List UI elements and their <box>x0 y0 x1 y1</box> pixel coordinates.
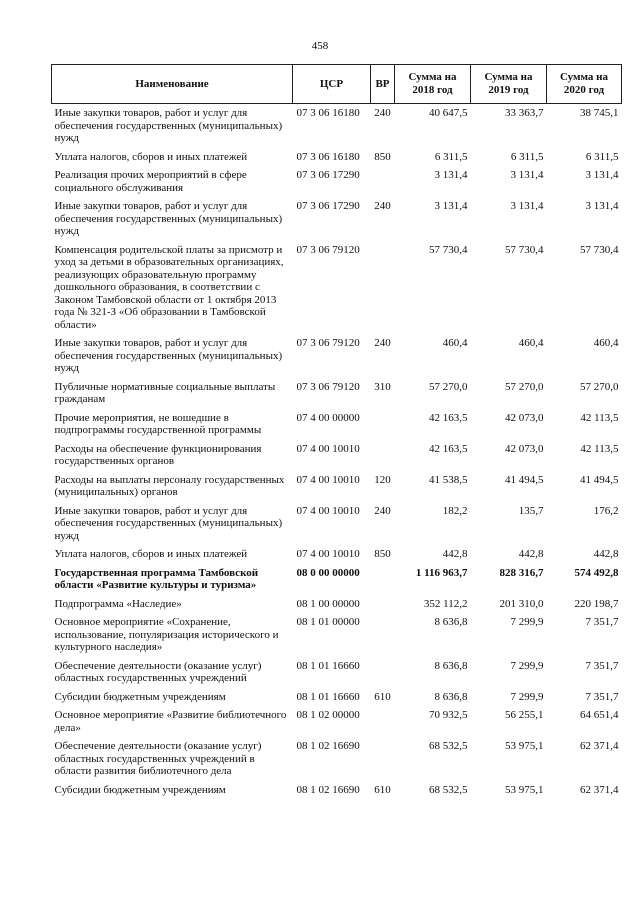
header-2018: Сумма на 2018 год <box>395 65 471 104</box>
table-row <box>52 241 622 335</box>
row-vr: 610 <box>374 690 391 703</box>
row-vr: 610 <box>374 783 391 796</box>
row-name: Иные закупки товаров, работ и услуг для обеспечения государственных (муниципальных) нужд <box>54 337 283 374</box>
row-2020: 7 351,7 <box>585 659 619 672</box>
table-row <box>52 595 622 614</box>
row-2020: 176,2 <box>593 504 619 517</box>
row-csr: 07 3 06 79120 <box>296 337 360 349</box>
row-2019: 57 730,4 <box>505 243 544 256</box>
row-2018: 8 636,8 <box>434 616 468 628</box>
row-name: Прочие мероприятия, не вошедшие в подпрограммы государственной программы <box>54 411 262 436</box>
table-row <box>52 166 622 197</box>
table-body <box>52 104 622 800</box>
row-name: Расходы на обеспечение функционирования государственных органов <box>54 442 262 467</box>
row-2018: 42 163,5 <box>429 411 468 424</box>
table-row <box>52 781 622 800</box>
row-2020: 38 745,1 <box>580 107 619 119</box>
row-vr <box>371 613 395 657</box>
row-vr: 850 <box>374 548 391 560</box>
row-name: Иные закупки товаров, работ и услуг для обеспечения государственных (муниципальных) нужд <box>54 107 283 144</box>
table-row <box>52 545 622 564</box>
row-2018: 3 131,4 <box>434 200 468 212</box>
table-row <box>52 502 622 546</box>
row-2019: 7 299,9 <box>510 690 544 703</box>
row-2020: 442,8 <box>593 548 619 560</box>
row-csr: 07 3 06 16180 <box>296 150 360 163</box>
row-2020: 6 311,5 <box>585 150 619 163</box>
row-2018: 460,4 <box>442 337 468 349</box>
row-vr: 120 <box>374 473 391 486</box>
row-csr: 07 3 06 17290 <box>296 169 360 181</box>
row-vr: 240 <box>374 337 391 349</box>
header-csr: ЦСР <box>293 65 371 104</box>
row-2020: 220 198,7 <box>574 597 619 610</box>
row-csr: 08 1 02 00000 <box>296 709 360 721</box>
row-csr: 08 1 00 00000 <box>296 597 360 610</box>
row-2018: 57 270,0 <box>429 380 468 393</box>
row-2019: 41 494,5 <box>505 473 544 486</box>
row-csr: 07 4 00 10010 <box>296 548 360 560</box>
row-name: Расходы на выплаты персоналу государственных (муниципальных) органов <box>54 473 285 498</box>
header-2019: Сумма на 2019 год <box>471 65 547 104</box>
row-2019: 460,4 <box>518 337 544 349</box>
row-csr: 07 3 06 17290 <box>296 200 360 212</box>
row-2020: 62 371,4 <box>580 740 619 752</box>
row-2018: 41 538,5 <box>429 473 468 486</box>
table-row <box>52 564 622 595</box>
row-name: Субсидии бюджетным учреждениям <box>54 783 226 796</box>
row-name: Иные закупки товаров, работ и услуг для обеспечения государственных (муниципальных) нужд <box>54 504 283 542</box>
row-csr: 07 4 00 10010 <box>296 473 360 486</box>
table-row <box>52 737 622 781</box>
row-2019: 33 363,7 <box>505 107 544 119</box>
row-csr: 08 1 02 16690 <box>296 740 360 752</box>
row-2018: 1 116 963,7 <box>415 566 468 579</box>
table-row <box>52 613 622 657</box>
row-2018: 6 311,5 <box>434 150 468 163</box>
header-row <box>52 65 622 104</box>
row-2018: 442,8 <box>442 548 468 560</box>
row-2018: 68 532,5 <box>429 783 468 796</box>
row-2020: 57 730,4 <box>580 243 619 256</box>
row-2020: 41 494,5 <box>580 473 619 486</box>
row-name: Подпрограмма «Наследие» <box>54 597 182 610</box>
row-vr <box>371 595 395 614</box>
row-2019: 201 310,0 <box>499 597 544 610</box>
row-2020: 7 351,7 <box>585 616 619 628</box>
row-vr: 850 <box>374 150 391 163</box>
row-2020: 42 113,5 <box>580 442 619 455</box>
row-csr: 07 3 06 79120 <box>296 380 360 393</box>
row-2018: 70 932,5 <box>429 709 468 721</box>
row-csr: 08 0 00 00000 <box>296 566 360 579</box>
table-row <box>52 688 622 707</box>
table-row <box>52 197 622 241</box>
row-2020: 3 131,4 <box>585 169 619 181</box>
row-2019: 6 311,5 <box>510 150 544 163</box>
row-2019: 53 975,1 <box>505 783 544 796</box>
row-vr <box>371 241 395 335</box>
budget-table <box>51 64 622 799</box>
row-name: Основное мероприятие «Сохранение, использование, популяризация исторического и культурного наследия» <box>54 616 279 653</box>
row-vr <box>371 706 395 737</box>
row-2019: 135,7 <box>518 504 544 517</box>
row-2018: 182,2 <box>442 504 468 517</box>
row-csr: 08 1 02 16690 <box>296 783 360 796</box>
row-vr <box>371 166 395 197</box>
row-vr <box>371 564 395 595</box>
table-row <box>52 657 622 688</box>
row-name: Обеспечение деятельности (оказание услуг) областных государственных учреждений <box>54 659 262 684</box>
row-2020: 64 651,4 <box>580 709 619 721</box>
row-vr <box>371 409 395 440</box>
row-2018: 8 636,8 <box>434 690 468 703</box>
row-vr <box>371 657 395 688</box>
row-name: Обеспечение деятельности (оказание услуг) областных государственных учреждений в области развития библиотечного дела <box>54 740 262 777</box>
header-2020: Сумма на 2020 год <box>547 65 622 104</box>
row-2018: 42 163,5 <box>429 442 468 455</box>
table-row <box>52 104 622 148</box>
row-2019: 42 073,0 <box>505 411 544 424</box>
row-2018: 57 730,4 <box>429 243 468 256</box>
row-2020: 460,4 <box>593 337 619 349</box>
row-vr <box>371 737 395 781</box>
row-csr: 07 4 00 10010 <box>296 504 360 517</box>
row-2019: 56 255,1 <box>505 709 544 721</box>
header-name: Наименование <box>52 65 293 104</box>
row-name: Иные закупки товаров, работ и услуг для обеспечения государственных (муниципальных) нужд <box>54 200 283 237</box>
table-row <box>52 440 622 471</box>
row-name: Уплата налогов, сборов и иных платежей <box>54 548 248 560</box>
row-2018: 3 131,4 <box>434 169 468 181</box>
row-2019: 53 975,1 <box>505 740 544 752</box>
row-2018: 40 647,5 <box>429 107 468 119</box>
row-2018: 68 532,5 <box>429 740 468 752</box>
row-2019: 442,8 <box>518 548 544 560</box>
page-number: 458 <box>311 40 329 52</box>
table-row <box>52 409 622 440</box>
row-2019: 7 299,9 <box>510 616 544 628</box>
row-name: Реализация прочих мероприятий в сфере социального обслуживания <box>54 169 247 194</box>
row-vr: 310 <box>374 380 391 393</box>
row-name: Основное мероприятие «Развитие библиотечного дела» <box>54 709 287 734</box>
row-2019: 42 073,0 <box>505 442 544 455</box>
row-2019: 3 131,4 <box>510 169 544 181</box>
row-2019: 57 270,0 <box>505 380 544 393</box>
row-csr: 07 3 06 16180 <box>296 107 360 119</box>
table-row <box>52 378 622 409</box>
row-vr: 240 <box>374 200 391 212</box>
table-row <box>52 148 622 167</box>
table-row <box>52 334 622 378</box>
table-row <box>52 471 622 502</box>
row-2020: 574 492,8 <box>574 566 619 579</box>
row-vr: 240 <box>374 107 391 119</box>
row-name: Компенсация родительской платы за присмотр и уход за детьми в образовательных организациях, реализующих образовательную программу дошкольного образования, в соответствии с Законом Тамбовской области от 1 октября 2013 года № 321-З «Об образовании в Тамбовской области» <box>54 243 284 331</box>
row-vr <box>371 440 395 471</box>
row-2019: 828 316,7 <box>499 566 544 579</box>
row-2020: 3 131,4 <box>585 200 619 212</box>
row-vr: 240 <box>374 504 391 517</box>
row-2020: 57 270,0 <box>580 380 619 393</box>
row-csr: 08 1 01 00000 <box>296 616 360 628</box>
row-csr: 07 3 06 79120 <box>296 243 360 256</box>
table-row <box>52 706 622 737</box>
row-name: Государственная программа Тамбовской области «Развитие культуры и туризма» <box>54 566 259 591</box>
row-csr: 08 1 01 16660 <box>296 659 360 672</box>
row-name: Уплата налогов, сборов и иных платежей <box>54 150 248 163</box>
row-2018: 8 636,8 <box>434 659 468 672</box>
row-csr: 07 4 00 00000 <box>296 411 360 424</box>
row-2020: 62 371,4 <box>580 783 619 796</box>
row-2018: 352 112,2 <box>423 597 468 610</box>
row-csr: 08 1 01 16660 <box>296 690 360 703</box>
header-vr: ВР <box>371 65 395 104</box>
row-2020: 7 351,7 <box>585 690 619 703</box>
row-csr: 07 4 00 10010 <box>296 442 360 455</box>
row-2019: 3 131,4 <box>510 200 544 212</box>
row-name: Публичные нормативные социальные выплаты гражданам <box>54 380 276 405</box>
row-2020: 42 113,5 <box>580 411 619 424</box>
row-name: Субсидии бюджетным учреждениям <box>54 690 226 703</box>
row-2019: 7 299,9 <box>510 659 544 672</box>
